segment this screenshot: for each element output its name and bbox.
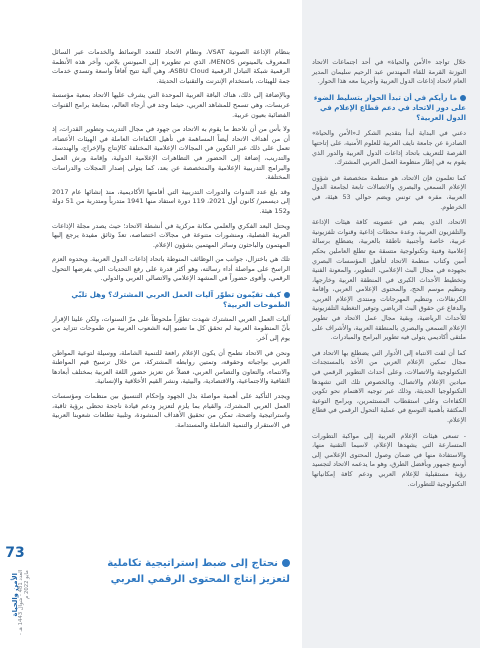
answer-paragraph: - تسعى هيئات الإعلام العربية إلى مواكبة التطورات المتسارعة التي يشهدها الإعلام، لاسيما التقنية منها، والاستفادة منها في ضمان وصول المحتوى الإعلامي إلى أوسع جمهور وبأفضل الطرق، وهو ما يدعمه الاتحاد لتجسيد رؤية مستقبلية للإعلام العربي ودعم كافة إمكانياتها التكنولوجية للتطورات. <box>312 431 466 488</box>
bullet-icon <box>460 95 466 101</box>
article-paragraph: ويجدر التأكيد على أهمية مواصلة بذل الجهود وإحكام التنسيق بين منظمات ومؤسسات العمل العربي المشترك، والقيام بما يلزم لتعزيز ودعم قيادة ناجحة تحظى برؤية ثاقبة، واستراتيجية واضحة، تمكن من تحقيق الأهداف المنشودة، وتلبية تطلعات شعوبنا العربية في الاستقرار والتنمية الشاملة والمستدامة. <box>52 392 290 429</box>
article-paragraph: ونحن في الاتحاد نطمح أن يكون الإعلام رافعة للتنمية الشاملة، ووسيلة لتوعية المواطن العربي بواجباته وحقوقه، وتمتين روابطه المشتركة، من خلال ترسيخ قيم المواطنة والانتماء، والتعاون والتضامن العربي، فضلاً عن تعزيز حضور اللغة العربية بمختلف أبعادها الثقافية والاجتماعية، والاقتصادية، والبيئية، ونشر القيم الأخلاقية والإنسانية. <box>52 348 290 386</box>
intro-column <box>302 0 480 648</box>
interview-question: كيف تقيّمون تطوّر آليات العمل العربي المشترك؟ وهل تلبّي الطموحات العربية؟ <box>71 290 290 310</box>
pull-quote-line: نحتاج إلى ضبط إستراتيجية تكاملية <box>107 558 278 569</box>
pull-quote <box>46 556 290 588</box>
article-paragraph: آليات العمل العربي المشترك شهدت تطوّراً ملحوظاً على مرّ السنوات، ولكن علينا الإقرار بأنّ المنظومة العربية لم تحقق كل ما تصبو إليه الشعوب العربية من طموحات تتزايد من يوم إلى آخر. <box>52 314 290 343</box>
section-name: الأمن والحياة <box>11 573 19 617</box>
page-number: 73 <box>5 545 25 561</box>
bullet-icon <box>284 292 290 298</box>
answer-paragraph: الاتحاد، الذي يضم في عضويته كافة هيئات الإذاعة والتلفزيون العربية، وعدة محطات إذاعية وقنوات تلفزيونية عربية، خاصة وأجنبية ناطقة بالعربية، يضطلع برسالة إعلامية وفنية وتكنولوجية متسقة مع تطلع العاملين بحكم أمين وكتاب منظمة الاتحاد لتأهيل المؤسسات البصري بجهوده في مجال البث الإعلامي، التطوير، والمعونة الفنية وتخطيط الأحداث الكبرى في المنطقة العربية وخارجها، وتنظيم موسم الحج، والمحتوى الإعلامي العربي، وإقامة الكرنفالات، وتنظيم المهرجانات ومنتدى الإعلام العربي، والدفاع عن حقوق البث الرياضي وتوفير التغطية التلفزيونية للأحداث الرياضية، وبقية مجال عمل الاتحاد في تطوير الإعلام السمعي والبصري بالمنطقة العربية، والأشراف على ملتقى أكاديمي يتولى فيه تطوير البرامج والمبادرات. <box>312 218 466 342</box>
page-footer-strip <box>0 0 28 648</box>
article-paragraph: وقد بلغ عدد الندوات والدورات التدريبية التي أقامتها الأكاديمية، منذ إنشائها عام 2017 إلى ديسمبر/ كانون أول 2021، 119 دورة استفاد منها 1941 متدرباً ومتدربة من 51 دولة و152 هيئة. <box>52 187 290 215</box>
intro-paragraph: خلال تواجد «الأمن والحياة» في أحد اجتماعات الاتحاد التوزنة القرمة للقاء المهندس عبد الرحيم سليمان المدير العام لاتحاد إذاعات الدول العربية وأجرينا معه هذا الحوار. <box>312 58 466 86</box>
article-paragraph: ويحتل البعد الفكري والعلمي مكانة مركزية في أنشطة الاتحاد؛ حيث يصدر مجلة الإذاعات العربية الفصلية، ومنشورات متنوعة في مجالات اختصاصه، تعدّ وثائق مفيدة يرجع إليها المهتمون والباحثون وسائر المهتمين بشؤون الإعلام. <box>52 221 290 249</box>
answer-paragraph: كما تعلمون فإن الاتحاد، هو منظمة متخصصة في شؤون الإعلام السمعي والبصري والاتصالات تابعة لجامعة الدول العربية، مقره في تونس ويضم حوالي 53 هيئة، في الخرطوم. <box>312 173 466 211</box>
issue-date: العدد 481 - شوال 1443 هـ - مايو 2022 م <box>18 570 30 636</box>
pull-quote-line: لتعزيز إنتاج المحتوى الرقمي العربي <box>110 574 290 585</box>
article-paragraph: ولا بأس من أن نلاحظ ما يقوم به الاتحاد من جهود في مجال التدريب وتطوير القدرات، إذ أن من أهداف الاتحاد أيضاً المساهمة في تأهيل الكفاءات العاملة في الهيئات الأعضاء، تعمل على ذلك عبر التكوين في المجالات الإعلامية المختلفة كالإنتاج والإخراج، والهندسة، والتدريب، إضافة إلى الحضور في التظاهرات الإعلامية الدولية، وإقامة ورش العمل والبرامج التدريبية الإعلامية والمتخصصة عن بعد، كما يتولى إصدار المجلات والدراسات المختلفة. <box>52 125 290 182</box>
answer-paragraph: كما أن لفت الانتباه إلى الأدوار التي يضطلع بها الاتحاد في مجال تمكين الإعلام العربي من الأخذ بالمستجدات التكنولوجية والاتصالات، وعلى أحداث التطوير الرقمي في ميادين الإعلام والاتصال، وبالخصوص تلك التي تشهدها التكنولوجيا الحديثة، وذلك عبر توجيه الاهتمام نحو تكوين الكفاءات وعلى استقطاب المستثمرين، وبرامج التوعية المكثفة بأهمية التوسع في عملية التحول الرقمي في قطاع الإعلام. <box>312 348 466 425</box>
answer-paragraph: دعني في البداية أبدأ بتقديم الشكر لـ«الأمن والحياة» الصادرة عن جامعة نايف العربية للعلوم الأمنية، على إتاحتها الفرصة للتعريف باتحاد إذاعات الدول العربية والدور الذي يقوم به في إطار منظومة العمل العربي المشترك. <box>312 129 466 167</box>
article-paragraph: تلك هي باختزال، جوانب من الوظائف المنوطة باتحاد إذاعات الدول العربية. ويحدوه العزم الراسخ على مواصلة أداء رسالته، وهو أكثر قدرة على رفع التحديات التي يفرضها التحول الرقمي، وأقوى حضوراً في المشهد الإعلامي والاتصالي العربي والدولي. <box>52 255 290 283</box>
main-article-column <box>52 48 290 435</box>
bullet-icon <box>282 559 290 567</box>
interview-question: ما رأيكم في أن تبدأ الحوار بتسليط الضوء على دور الاتحاد في دعم قطاع الإعلام في الدول العربية؟ <box>313 92 466 123</box>
article-paragraph: وبالإضافة إلى ذلك، هناك الباقة العربية الموحدة التي يشرف عليها الاتحاد بمعية مؤسسة عربسات، وهي تسمح للمشاهد العربي، حيثما وجد في أرجاء العالم، بمتابعة برامج القنوات الفضائية بعيون عربية. <box>52 91 290 119</box>
article-paragraph: بنظام الإذاعة الصوتية VSAT، ونظام الاتحاد للتعدد الوسائط والخدمات عبر السائل المعروف بالمينوس MENOS، الذي تم تطويره إلى الميونس بلاص، وآخر هذه الأنظمة الرقمية شبكة التبادل الرقمية ASBU Cloud، وهي آلية تتيح آفاقاً واسعة وتسدي خدمات جمة للهيئات، باستخدام الإنترنت والتقنيات الحديثة. <box>52 48 290 85</box>
